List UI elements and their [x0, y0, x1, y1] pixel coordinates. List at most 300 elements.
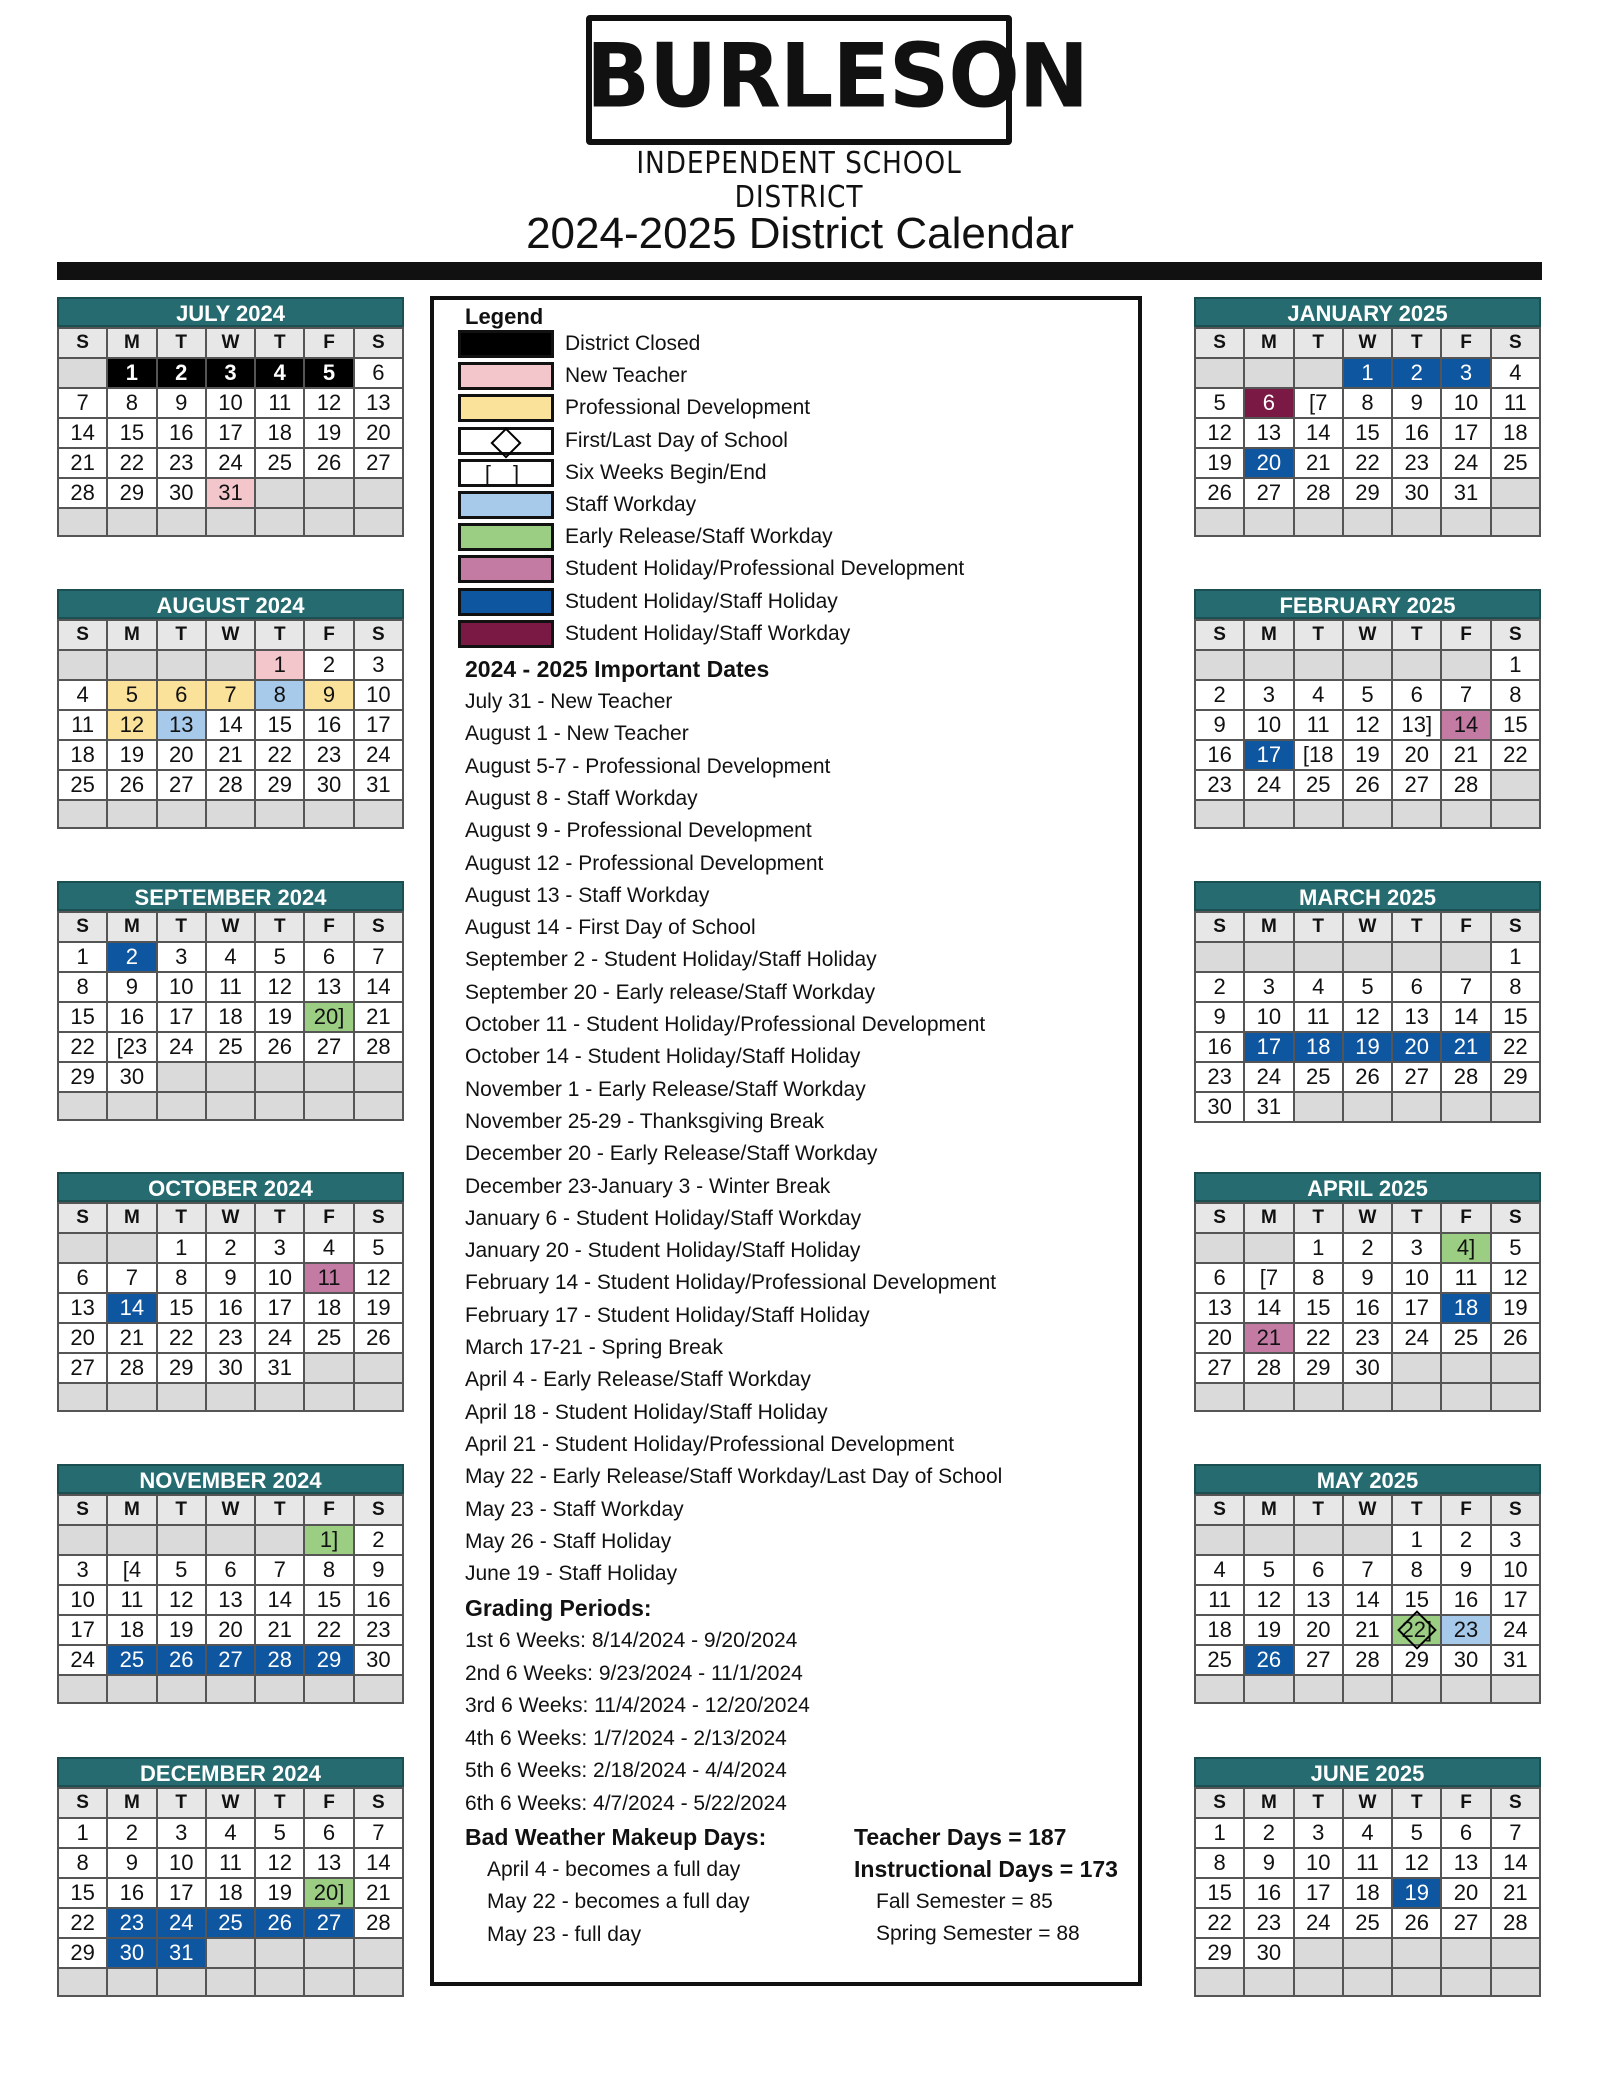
day-cell: 27 — [1244, 478, 1293, 508]
grading-period-item: 1st 6 Weeks: 8/14/2024 - 9/20/2024 — [465, 1629, 798, 1652]
empty-day-cell — [58, 508, 107, 536]
weekday-label: W — [206, 1203, 255, 1233]
day-cell: 17 — [255, 1293, 304, 1323]
day-cell: 2 — [1392, 358, 1441, 388]
empty-day-cell — [354, 800, 403, 828]
day-cell: 2 — [1195, 680, 1244, 710]
day-cell: 17 — [1441, 418, 1490, 448]
month-title: JANUARY 2025 — [1194, 297, 1541, 327]
weekday-label: W — [1343, 328, 1392, 358]
day-cell: 15 — [58, 1002, 107, 1032]
day-cell: 3 — [58, 1555, 107, 1585]
day-cell: 25 — [1294, 770, 1343, 800]
day-cell: 10 — [1244, 1002, 1293, 1032]
day-cell: 12 — [1244, 1585, 1293, 1615]
bad-weather-item: May 22 - becomes a full day — [487, 1890, 750, 1914]
day-cell: 11 — [1294, 710, 1343, 740]
weekday-label: M — [1244, 620, 1293, 650]
empty-day-cell — [1343, 1525, 1392, 1555]
legend-item — [458, 489, 1078, 521]
day-cell: 9 — [1343, 1263, 1392, 1293]
empty-day-cell — [157, 1968, 206, 1996]
day-cell: 12 — [1491, 1263, 1540, 1293]
day-cell: 23 — [304, 740, 353, 770]
important-date-item: December 23-January 3 - Winter Break — [465, 1174, 831, 1198]
day-cell: 16 — [1392, 418, 1441, 448]
day-cell: 25 — [1441, 1323, 1490, 1353]
legend-label: Early Release/Staff Workday — [565, 525, 833, 549]
empty-day-cell — [107, 1525, 156, 1555]
empty-day-cell — [1294, 1525, 1343, 1555]
day-cell: 20] — [304, 1002, 353, 1032]
day-cell: 25 — [206, 1908, 255, 1938]
day-cell: 9 — [304, 680, 353, 710]
day-cell: 14 — [1441, 1002, 1490, 1032]
day-cell: 4 — [1294, 680, 1343, 710]
day-cell: 22 — [58, 1908, 107, 1938]
day-cell: 14 — [354, 972, 403, 1002]
legend-item — [458, 360, 1078, 392]
day-cell: 9 — [1392, 388, 1441, 418]
day-cell: 21 — [1491, 1878, 1540, 1908]
important-date-item: August 8 - Staff Workday — [465, 786, 698, 810]
empty-day-cell — [1392, 1353, 1441, 1383]
day-cell: 30 — [1244, 1938, 1293, 1968]
day-cell: 3 — [157, 942, 206, 972]
month-title: MAY 2025 — [1194, 1464, 1541, 1494]
empty-day-cell — [206, 1938, 255, 1968]
day-cell: 26 — [304, 448, 353, 478]
day-cell: 12 — [157, 1585, 206, 1615]
day-cell: 3 — [1294, 1818, 1343, 1848]
month-title: FEBRUARY 2025 — [1194, 589, 1541, 619]
day-cell: 25 — [255, 448, 304, 478]
day-cell: 13 — [1392, 1002, 1441, 1032]
day-cell: 11 — [255, 388, 304, 418]
day-cell: 15 — [304, 1585, 353, 1615]
day-cell: 21 — [107, 1323, 156, 1353]
day-cell: 19 — [1343, 740, 1392, 770]
weekday-label: S — [354, 912, 403, 942]
important-date-item: May 22 - Early Release/Staff Workday/Last Day of School — [465, 1465, 1003, 1489]
day-cell: 18 — [1491, 418, 1540, 448]
weekday-label: S — [354, 1788, 403, 1818]
weekday-label: W — [1343, 1788, 1392, 1818]
day-cell: 5 — [1195, 388, 1244, 418]
empty-day-cell — [354, 1938, 403, 1968]
day-cell: 25 — [58, 770, 107, 800]
month-calendar — [1194, 1172, 1541, 1412]
day-cell: 29 — [107, 478, 156, 508]
legend-label: Student Holiday/Professional Development — [565, 557, 965, 581]
day-cell: 2 — [107, 942, 156, 972]
day-cell: 16 — [1441, 1585, 1490, 1615]
day-cell: 19 — [255, 1002, 304, 1032]
empty-day-cell — [58, 358, 107, 388]
weekday-label: F — [304, 1203, 353, 1233]
empty-day-cell — [1294, 1092, 1343, 1122]
weekday-label: S — [58, 620, 107, 650]
weekday-label: W — [206, 620, 255, 650]
day-cell: 15 — [1491, 710, 1540, 740]
empty-day-cell — [157, 1062, 206, 1092]
month-title: APRIL 2025 — [1194, 1172, 1541, 1202]
day-cell: 23 — [107, 1908, 156, 1938]
weekday-label: S — [354, 1495, 403, 1525]
month-calendar — [57, 1172, 404, 1412]
important-date-item: February 14 - Student Holiday/Professional Development — [465, 1271, 997, 1295]
day-cell: 17 — [1244, 740, 1293, 770]
weekday-label: S — [1195, 328, 1244, 358]
day-cell: 21 — [206, 740, 255, 770]
day-cell: 6 — [206, 1555, 255, 1585]
weekday-label: M — [1244, 912, 1293, 942]
day-cell: 14 — [1244, 1293, 1293, 1323]
day-cell: 29 — [255, 770, 304, 800]
important-date-item: January 20 - Student Holiday/Staff Holiday — [465, 1239, 861, 1263]
teacher-days-total: Teacher Days = 187 — [854, 1824, 1067, 1850]
month-calendar — [1194, 1757, 1541, 1997]
empty-day-cell — [1195, 1675, 1244, 1703]
day-cell: 28 — [58, 478, 107, 508]
day-cell: 18 — [1294, 1032, 1343, 1062]
weekday-label: S — [1195, 620, 1244, 650]
day-cell: 21 — [354, 1878, 403, 1908]
empty-day-cell — [304, 508, 353, 536]
empty-day-cell — [157, 650, 206, 680]
day-cell: 13] — [1392, 710, 1441, 740]
day-cell: 11 — [1294, 1002, 1343, 1032]
day-cell: 5 — [1343, 972, 1392, 1002]
day-cell: 26 — [107, 770, 156, 800]
weekday-label: T — [1294, 1495, 1343, 1525]
day-cell: 3 — [255, 1233, 304, 1263]
important-date-item: August 14 - First Day of School — [465, 916, 756, 940]
empty-day-cell — [1294, 800, 1343, 828]
empty-day-cell — [1491, 1938, 1540, 1968]
day-cell: [4 — [107, 1555, 156, 1585]
day-cell: 23 — [1195, 1062, 1244, 1092]
day-cell: 19 — [1244, 1615, 1293, 1645]
empty-day-cell — [157, 1525, 206, 1555]
empty-day-cell — [1491, 800, 1540, 828]
legend-swatch — [458, 555, 554, 583]
empty-day-cell — [1244, 358, 1293, 388]
day-cell: 13 — [157, 710, 206, 740]
weekday-label: F — [1441, 912, 1490, 942]
month-title: OCTOBER 2024 — [57, 1172, 404, 1202]
legend-item — [458, 586, 1078, 618]
day-cell: 6 — [1244, 388, 1293, 418]
month-title: SEPTEMBER 2024 — [57, 881, 404, 911]
day-cell: 20] — [304, 1878, 353, 1908]
month-calendar — [1194, 881, 1541, 1123]
day-cell: 26 — [157, 1645, 206, 1675]
day-cell: 14 — [354, 1848, 403, 1878]
empty-day-cell — [1441, 1938, 1490, 1968]
empty-day-cell — [255, 1968, 304, 1996]
day-cell: 24 — [206, 448, 255, 478]
day-cell: 18 — [58, 740, 107, 770]
day-cell: 17 — [157, 1878, 206, 1908]
day-cell: 19 — [157, 1615, 206, 1645]
weekday-label: W — [1343, 620, 1392, 650]
weekday-label: F — [1441, 620, 1490, 650]
day-cell: [7 — [1294, 388, 1343, 418]
day-cell: 30 — [206, 1353, 255, 1383]
month-calendar — [57, 1464, 404, 1704]
day-cell: 27 — [304, 1032, 353, 1062]
empty-day-cell — [1294, 1675, 1343, 1703]
month-title: JUNE 2025 — [1194, 1757, 1541, 1787]
legend-label: District Closed — [565, 332, 701, 355]
day-cell: 8 — [107, 388, 156, 418]
day-cell: 20 — [1195, 1323, 1244, 1353]
legend-item — [458, 521, 1078, 553]
day-cell: 31 — [255, 1353, 304, 1383]
legend-label: Student Holiday/Staff Holiday — [565, 589, 838, 613]
day-cell: 18 — [1343, 1878, 1392, 1908]
day-cell: 11 — [1195, 1585, 1244, 1615]
legend-label: First/Last Day of School — [565, 428, 788, 452]
empty-day-cell — [1441, 650, 1490, 680]
day-cell: [23 — [107, 1032, 156, 1062]
day-cell: 26 — [1343, 1062, 1392, 1092]
important-date-item: March 17-21 - Spring Break — [465, 1336, 723, 1359]
empty-day-cell — [354, 478, 403, 508]
empty-day-cell — [58, 1092, 107, 1120]
day-cell: 24 — [58, 1645, 107, 1675]
day-cell: 17 — [1491, 1585, 1540, 1615]
day-cell: 18 — [255, 418, 304, 448]
brackets-icon: [ ] — [484, 460, 528, 486]
day-cell: 20 — [1392, 740, 1441, 770]
day-cell: 31 — [206, 478, 255, 508]
month-calendar — [57, 589, 404, 829]
day-cell: 11 — [206, 972, 255, 1002]
day-cell: 16 — [304, 710, 353, 740]
weekday-label: W — [206, 1495, 255, 1525]
day-cell: 15 — [1392, 1585, 1441, 1615]
day-cell: 30 — [1441, 1645, 1490, 1675]
weekday-label: F — [304, 328, 353, 358]
legend-heading: Legend — [465, 304, 544, 329]
day-cell: 21 — [354, 1002, 403, 1032]
weekday-label: W — [1343, 1203, 1392, 1233]
day-cell: 20 — [206, 1615, 255, 1645]
empty-day-cell — [1195, 942, 1244, 972]
weekday-label: T — [1392, 1203, 1441, 1233]
empty-day-cell — [1294, 358, 1343, 388]
empty-day-cell — [1244, 1383, 1293, 1411]
day-cell: 18 — [107, 1615, 156, 1645]
day-cell: 13 — [1195, 1293, 1244, 1323]
day-cell: 15 — [1343, 418, 1392, 448]
weekday-label: T — [1294, 1788, 1343, 1818]
day-cell: 4 — [206, 1818, 255, 1848]
day-cell: 3 — [206, 358, 255, 388]
empty-day-cell — [107, 508, 156, 536]
day-cell: 14 — [1491, 1848, 1540, 1878]
empty-day-cell — [1491, 1968, 1540, 1996]
day-cell: 17 — [1244, 1032, 1293, 1062]
day-cell: 16 — [206, 1293, 255, 1323]
day-cell: 10 — [1441, 388, 1490, 418]
empty-day-cell — [206, 1525, 255, 1555]
day-cell: 11 — [107, 1585, 156, 1615]
weekday-label: M — [1244, 1203, 1293, 1233]
grading-period-item: 4th 6 Weeks: 1/7/2024 - 2/13/2024 — [465, 1726, 787, 1750]
day-cell: 30 — [157, 478, 206, 508]
day-cell: 9 — [107, 972, 156, 1002]
important-date-item: August 1 - New Teacher — [465, 722, 689, 746]
day-cell: 7 — [1441, 972, 1490, 1002]
day-cell: 8 — [1491, 680, 1540, 710]
empty-day-cell — [304, 1062, 353, 1092]
day-cell: 27 — [206, 1645, 255, 1675]
empty-day-cell — [1343, 508, 1392, 536]
day-cell: 10 — [1244, 710, 1293, 740]
day-cell: 7 — [107, 1263, 156, 1293]
legend-label: Student Holiday/Staff Workday — [565, 621, 851, 645]
day-cell: 4 — [304, 1233, 353, 1263]
day-cell: 22] — [1392, 1615, 1441, 1645]
weekday-label: T — [1294, 328, 1343, 358]
empty-day-cell — [1343, 1675, 1392, 1703]
day-cell: 8 — [1491, 972, 1540, 1002]
empty-day-cell — [1294, 508, 1343, 536]
day-cell: 11 — [206, 1848, 255, 1878]
month-title: MARCH 2025 — [1194, 881, 1541, 911]
weekday-label: T — [157, 1495, 206, 1525]
empty-day-cell — [354, 1062, 403, 1092]
weekday-label: M — [1244, 328, 1293, 358]
day-cell: 19 — [354, 1293, 403, 1323]
day-cell: 27 — [1392, 770, 1441, 800]
day-cell: 9 — [157, 388, 206, 418]
weekday-label: S — [1491, 912, 1540, 942]
day-cell: 26 — [1392, 1908, 1441, 1938]
day-cell: 13 — [354, 388, 403, 418]
day-cell: 20 — [58, 1323, 107, 1353]
weekday-label: T — [1294, 1203, 1343, 1233]
day-cell: 22 — [255, 740, 304, 770]
weekday-label: S — [1195, 912, 1244, 942]
day-cell: 22 — [304, 1615, 353, 1645]
day-cell: 20 — [1294, 1615, 1343, 1645]
empty-day-cell — [1441, 800, 1490, 828]
day-cell: 8 — [58, 1848, 107, 1878]
important-date-item: January 6 - Student Holiday/Staff Workday — [465, 1206, 862, 1230]
weekday-label: M — [1244, 1788, 1293, 1818]
legend-swatch — [458, 394, 554, 422]
weekday-label: T — [255, 620, 304, 650]
bad-weather-item: May 23 - full day — [487, 1922, 642, 1946]
day-cell: 9 — [107, 1848, 156, 1878]
legend-swatch — [458, 330, 554, 358]
month-title: NOVEMBER 2024 — [57, 1464, 404, 1494]
month-calendar — [1194, 297, 1541, 537]
empty-day-cell — [1441, 1092, 1490, 1122]
day-cell: 10 — [1294, 1848, 1343, 1878]
weekday-label: F — [304, 1788, 353, 1818]
day-cell: 1 — [1195, 1818, 1244, 1848]
empty-day-cell — [1244, 1968, 1293, 1996]
day-cell: 28 — [1294, 478, 1343, 508]
empty-day-cell — [58, 1525, 107, 1555]
logo-subtitle: INDEPENDENT SCHOOL DISTRICT — [636, 146, 962, 215]
empty-day-cell — [304, 1675, 353, 1703]
day-cell: 12 — [1195, 418, 1244, 448]
important-date-item: November 1 - Early Release/Staff Workday — [465, 1077, 866, 1101]
legend-label: Six Weeks Begin/End — [565, 460, 767, 484]
day-cell: 22 — [1343, 448, 1392, 478]
day-cell: 19 — [1392, 1878, 1441, 1908]
day-cell: 8 — [157, 1263, 206, 1293]
day-cell: 5 — [354, 1233, 403, 1263]
day-cell: 25 — [1343, 1908, 1392, 1938]
empty-day-cell — [107, 1968, 156, 1996]
day-cell: 19 — [1343, 1032, 1392, 1062]
legend-item — [458, 457, 1078, 489]
day-cell: 1] — [304, 1525, 353, 1555]
day-cell: 24 — [255, 1323, 304, 1353]
day-cell: 9 — [1244, 1848, 1293, 1878]
day-cell: 5 — [304, 358, 353, 388]
empty-day-cell — [304, 800, 353, 828]
day-cell: 4 — [206, 942, 255, 972]
weekday-label: S — [58, 1203, 107, 1233]
day-cell: 20 — [1392, 1032, 1441, 1062]
empty-day-cell — [157, 1383, 206, 1411]
day-cell: 3 — [1392, 1233, 1441, 1263]
day-cell: 12 — [354, 1263, 403, 1293]
weekday-label: T — [157, 620, 206, 650]
day-cell: 21 — [1343, 1615, 1392, 1645]
empty-day-cell — [1244, 1525, 1293, 1555]
weekday-label: T — [255, 1788, 304, 1818]
legend-swatch — [458, 491, 554, 519]
day-cell: 13 — [1441, 1848, 1490, 1878]
day-cell: 22 — [58, 1032, 107, 1062]
day-cell: 7 — [58, 388, 107, 418]
day-cell: 25 — [206, 1032, 255, 1062]
day-cell: 14 — [1294, 418, 1343, 448]
empty-day-cell — [255, 1092, 304, 1120]
day-cell: 6 — [354, 358, 403, 388]
important-date-item: September 20 - Early release/Staff Workday — [465, 980, 876, 1004]
day-cell: 28 — [206, 770, 255, 800]
weekday-label: S — [1491, 1203, 1540, 1233]
day-cell: 21 — [255, 1615, 304, 1645]
day-cell: 12 — [1343, 1002, 1392, 1032]
day-cell: 25 — [1195, 1645, 1244, 1675]
day-cell: 16 — [354, 1585, 403, 1615]
day-cell: 31 — [1491, 1645, 1540, 1675]
empty-day-cell — [304, 1938, 353, 1968]
day-cell: 15 — [255, 710, 304, 740]
grading-period-item: 6th 6 Weeks: 4/7/2024 - 5/22/2024 — [465, 1792, 787, 1815]
day-cell: 31 — [1244, 1092, 1293, 1122]
empty-day-cell — [354, 1675, 403, 1703]
day-cell: 2 — [304, 650, 353, 680]
day-cell: 21 — [58, 448, 107, 478]
weekday-label: S — [58, 912, 107, 942]
fall-semester-total: Fall Semester = 85 — [876, 1890, 1053, 1913]
weekday-label: T — [157, 912, 206, 942]
day-cell: 12 — [1343, 710, 1392, 740]
day-cell: 4 — [1294, 972, 1343, 1002]
